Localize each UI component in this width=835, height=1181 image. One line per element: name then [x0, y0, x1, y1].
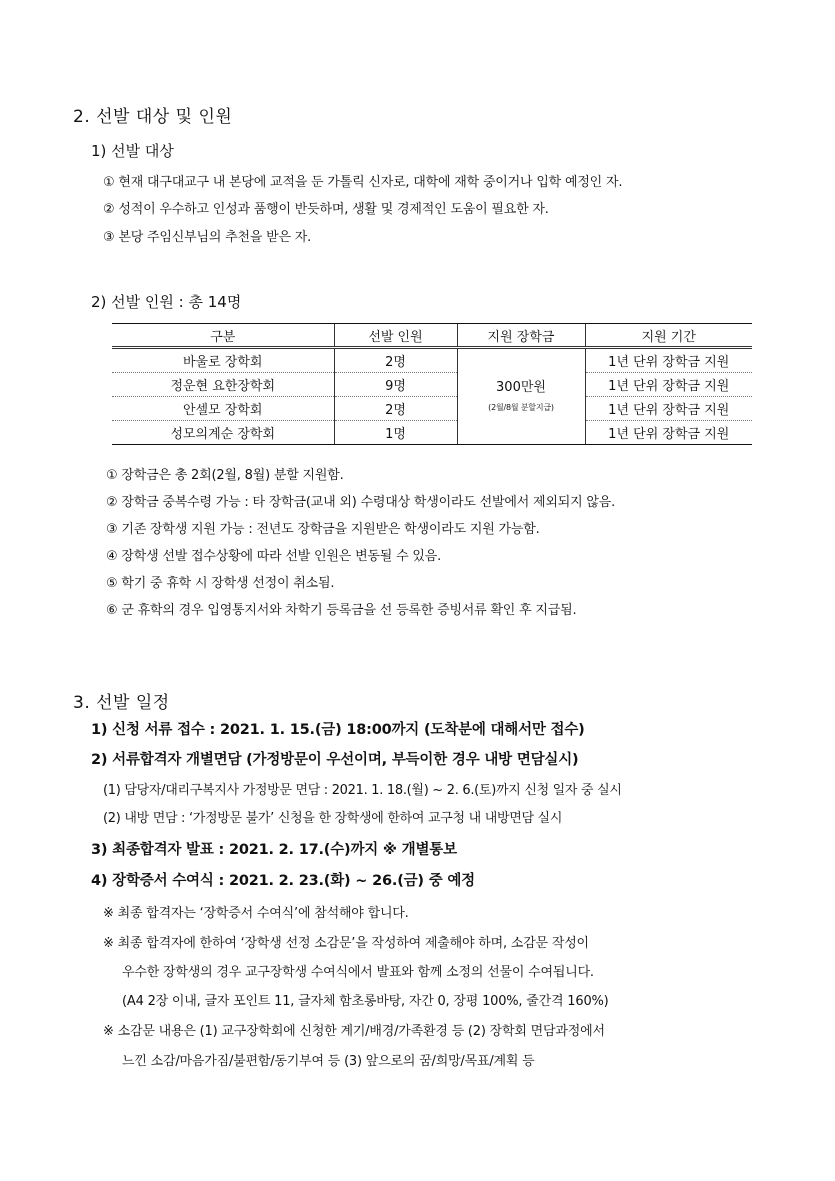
scholarship-period: 1년 단위 장학금 지원	[585, 397, 752, 421]
target-item-1: ① 현재 대구대교구 내 본당에 교적을 둔 가톨릭 신자로, 대학에 재학 중이거나 입학 예정인 자.	[103, 175, 623, 190]
count-note-3: ③ 기존 장학생 지원 가능 : 전년도 장학금을 지원받은 학생이라도 지원 가능함.	[106, 522, 540, 537]
scholarship-amount-note: (2월/8월 분할지급)	[488, 402, 554, 412]
schedule-item-2-sub-2: (2) 내방 면담 : ‘가정방문 불가’ 신청을 한 장학생에 한하여 교구청 내 내방면담 실시	[103, 811, 563, 826]
selection-table	[112, 323, 752, 445]
count-note-5: ⑤ 학기 중 휴학 시 장학생 선정이 취소됨.	[106, 576, 335, 591]
section-2-title: 2. 선발 대상 및 인원	[73, 107, 233, 127]
scholarship-name: 성모의계순 장학회	[112, 421, 334, 445]
table-row	[112, 373, 752, 397]
schedule-note-3-line-1: ※ 소감문 내용은 (1) 교구장학회에 신청한 계기/배경/가족환경 등 (2) 장학회 면담과정에서	[103, 1024, 605, 1039]
schedule-item-3: 3) 최종합격자 발표 : 2021. 2. 17.(수)까지 ※ 개별통보	[91, 842, 457, 858]
target-item-2: ② 성적이 우수하고 인성과 품행이 반듯하며, 생활 및 경제적인 도움이 필요한 자.	[103, 202, 549, 217]
schedule-note-2-line-3: (A4 2장 이내, 글자 포인트 11, 글자체 함초롱바탕, 자간 0, 장평 100%, 줄간격 160%)	[122, 994, 609, 1009]
scholarship-amount: 300만원	[496, 379, 546, 395]
schedule-note-2-line-1: ※ 최종 합격자에 한하여 ‘장학생 선정 소감문’을 작성하여 제출해야 하며, 소감문 작성이	[103, 936, 589, 951]
schedule-item-2: 2) 서류합격자 개별면담 (가정방문이 우선이며, 부득이한 경우 내방 면담실시)	[91, 752, 579, 768]
schedule-item-1: 1) 신청 서류 접수 : 2021. 1. 15.(금) 18:00까지 (도착분에 대해서만 접수)	[91, 722, 585, 738]
table-row	[112, 421, 752, 445]
section-3-title: 3. 선발 일정	[73, 693, 170, 713]
scholarship-amount-cell	[457, 348, 585, 445]
count-note-1: ① 장학금은 총 2회(2월, 8월) 분할 지원함.	[106, 468, 344, 483]
table-header: 지원 기간	[585, 324, 752, 348]
table-header: 구분	[112, 324, 334, 348]
target-item-3: ③ 본당 주임신부님의 추천을 받은 자.	[103, 230, 312, 245]
scholarship-name: 바울로 장학회	[112, 348, 334, 373]
table-row	[112, 397, 752, 421]
schedule-note-1: ※ 최종 합격자는 ‘장학증서 수여식’에 참석해야 합니다.	[103, 906, 409, 921]
selection-count-title: 2) 선발 인원 : 총 14명	[91, 293, 242, 311]
scholarship-count: 2명	[334, 397, 457, 421]
scholarship-name: 정운현 요한장학회	[112, 373, 334, 397]
scholarship-count: 9명	[334, 373, 457, 397]
count-note-2: ② 장학금 중복수령 가능 : 타 장학금(교내 외) 수령대상 학생이라도 선발에서 제외되지 않음.	[106, 495, 616, 510]
count-note-4: ④ 장학생 선발 접수상황에 따라 선발 인원은 변동될 수 있음.	[106, 549, 442, 564]
scholarship-count: 1명	[334, 421, 457, 445]
table-header: 지원 장학금	[457, 324, 585, 348]
scholarship-period: 1년 단위 장학금 지원	[585, 373, 752, 397]
scholarship-count: 2명	[334, 348, 457, 373]
table-row	[112, 348, 752, 373]
table-header: 선발 인원	[334, 324, 457, 348]
selection-target-title: 1) 선발 대상	[91, 142, 174, 160]
schedule-item-4: 4) 장학증서 수여식 : 2021. 2. 23.(화) ~ 26.(금) 중 예정	[91, 873, 475, 889]
scholarship-period: 1년 단위 장학금 지원	[585, 421, 752, 445]
schedule-note-2-line-2: 우수한 장학생의 경우 교구장학생 수여식에서 발표와 함께 소정의 선물이 수여됩니다.	[122, 965, 594, 980]
schedule-note-3-line-2: 느낀 소감/마음가짐/불편함/동기부여 등 (3) 앞으로의 꿈/희망/목표/계획 등	[122, 1054, 535, 1069]
schedule-item-2-sub-1: (1) 담당자/대리구복지사 가정방문 면담 : 2021. 1. 18.(월) ~ 2. 6.(토)까지 신청 일자 중 실시	[103, 783, 622, 798]
scholarship-name: 안셀모 장학회	[112, 397, 334, 421]
count-note-6: ⑥ 군 휴학의 경우 입영통지서와 차학기 등록금을 선 등록한 증빙서류 확인 후 지급됨.	[106, 603, 577, 618]
scholarship-period: 1년 단위 장학금 지원	[585, 348, 752, 373]
